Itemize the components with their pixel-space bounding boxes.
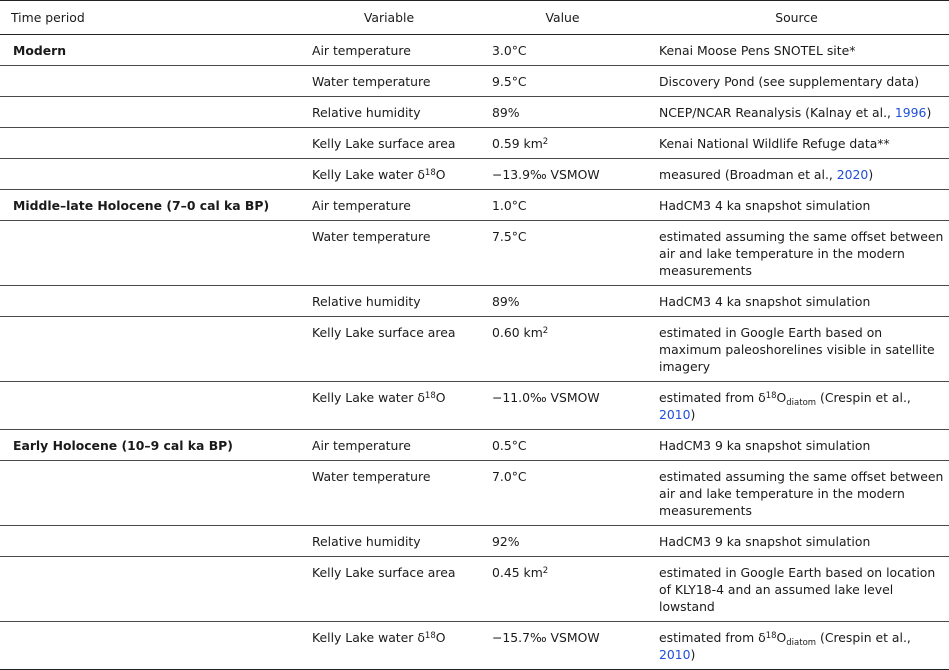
cell-period-empty [0, 382, 301, 430]
cell-period-empty [0, 557, 301, 622]
source-text: estimated from δ [659, 630, 766, 645]
cell-source [648, 622, 949, 670]
source-text: ) [868, 167, 874, 182]
cell-variable [301, 622, 481, 670]
header-time-period: Time period [0, 1, 301, 35]
period-middle-late-holocene: Middle–late Holocene (7–0 cal ka BP) [0, 190, 301, 221]
cell-variable: Air temperature [301, 190, 481, 221]
table-row [0, 622, 949, 670]
cell-value: 7.0°C [481, 461, 648, 526]
variable-superscript: 18 [424, 631, 436, 641]
cell-source [648, 382, 949, 430]
cell-source: estimated in Google Earth based on location of KLY18-4 and an assumed lake level lowstand [648, 557, 949, 622]
source-text: ) [690, 407, 696, 422]
source-text: (Crespin et al., [816, 630, 911, 645]
cell-source: Kenai National Wildlife Refuge data** [648, 128, 949, 159]
variable-text: Kelly Lake water δ [312, 167, 425, 182]
cell-variable: Water temperature [301, 221, 481, 286]
variable-text: O [435, 167, 446, 182]
cell-source: Discovery Pond (see supplementary data) [648, 66, 949, 97]
cell-period-empty [0, 128, 301, 159]
cell-value: −11.0‰ VSMOW [481, 382, 648, 430]
cell-value: 0.5°C [481, 430, 648, 461]
cell-period-empty [0, 286, 301, 317]
cell-variable: Kelly Lake surface area [301, 317, 481, 382]
cell-period-empty [0, 622, 301, 670]
value-text: 0.60 km [492, 325, 543, 340]
table-row [0, 66, 949, 97]
source-superscript: 18 [765, 631, 777, 641]
cell-variable: Air temperature [301, 430, 481, 461]
cell-value: −13.9‰ VSMOW [481, 159, 648, 190]
variable-text: O [435, 390, 446, 405]
table-row [0, 221, 949, 286]
cell-variable: Kelly Lake surface area [301, 557, 481, 622]
source-text: measured (Broadman et al., [659, 167, 837, 182]
source-text: NCEP/NCAR Reanalysis (Kalnay et al., [659, 105, 895, 120]
cell-variable: Relative humidity [301, 286, 481, 317]
cell-period-empty [0, 66, 301, 97]
header-row [0, 1, 949, 35]
table-row [0, 128, 949, 159]
cell-period-empty [0, 317, 301, 382]
table-row [0, 526, 949, 557]
variable-text: Kelly Lake water δ [312, 630, 425, 645]
cell-period-empty [0, 97, 301, 128]
table-row [0, 382, 949, 430]
cell-value: 92% [481, 526, 648, 557]
source-text: ) [690, 647, 696, 662]
variable-text: O [435, 630, 446, 645]
source-text: O [776, 390, 787, 405]
header-value: Value [481, 1, 648, 35]
source-subscript: diatom [786, 638, 817, 648]
cell-source: HadCM3 4 ka snapshot simulation [648, 286, 949, 317]
cell-value: −15.7‰ VSMOW [481, 622, 648, 670]
variable-superscript: 18 [424, 168, 436, 178]
cell-variable: Relative humidity [301, 526, 481, 557]
cell-variable: Relative humidity [301, 97, 481, 128]
table-row [0, 461, 949, 526]
table-row [0, 35, 949, 66]
table-row [0, 286, 949, 317]
cell-source [648, 97, 949, 128]
cell-source [648, 159, 949, 190]
cell-period-empty [0, 221, 301, 286]
variable-superscript: 18 [424, 391, 436, 401]
source-text: O [776, 630, 787, 645]
period-early-holocene: Early Holocene (10–9 cal ka BP) [0, 430, 301, 461]
table-row [0, 97, 949, 128]
cell-variable [301, 159, 481, 190]
cell-value: 7.5°C [481, 221, 648, 286]
citation-link[interactable]: 2020 [836, 167, 869, 182]
header-variable: Variable [301, 1, 481, 35]
table-row [0, 190, 949, 221]
cell-source: estimated assuming the same offset between air and lake temperature in the modern measurements [648, 461, 949, 526]
cell-variable: Air temperature [301, 35, 481, 66]
cell-value: 9.5°C [481, 66, 648, 97]
cell-value [481, 128, 648, 159]
value-superscript: 2 [542, 326, 549, 336]
period-modern: Modern [0, 35, 301, 66]
cell-source: HadCM3 4 ka snapshot simulation [648, 190, 949, 221]
citation-link[interactable]: 2010 [659, 407, 691, 422]
cell-value [481, 557, 648, 622]
cell-value: 89% [481, 97, 648, 128]
cell-period-empty [0, 461, 301, 526]
source-text: (Crespin et al., [816, 390, 911, 405]
cell-period-empty [0, 526, 301, 557]
value-superscript: 2 [542, 566, 549, 576]
citation-link[interactable]: 2010 [659, 647, 691, 662]
cell-value: 1.0°C [481, 190, 648, 221]
variable-text: Kelly Lake water δ [312, 390, 425, 405]
cell-value: 3.0°C [481, 35, 648, 66]
source-subscript: diatom [786, 398, 817, 408]
cell-value [481, 317, 648, 382]
cell-value: 89% [481, 286, 648, 317]
value-superscript: 2 [542, 137, 549, 147]
cell-source: estimated assuming the same offset between air and lake temperature in the modern measurements [648, 221, 949, 286]
cell-variable: Water temperature [301, 461, 481, 526]
source-text: ) [926, 105, 932, 120]
cell-variable [301, 382, 481, 430]
cell-variable: Kelly Lake surface area [301, 128, 481, 159]
header-source: Source [648, 1, 949, 35]
cell-source: HadCM3 9 ka snapshot simulation [648, 430, 949, 461]
citation-link[interactable]: 1996 [894, 105, 927, 120]
cell-source: HadCM3 9 ka snapshot simulation [648, 526, 949, 557]
value-text: 0.45 km [492, 565, 543, 580]
table-row [0, 557, 949, 622]
value-text: 0.59 km [492, 136, 543, 151]
cell-period-empty [0, 159, 301, 190]
cell-variable: Water temperature [301, 66, 481, 97]
cell-source: Kenai Moose Pens SNOTEL site* [648, 35, 949, 66]
table-row [0, 317, 949, 382]
source-superscript: 18 [765, 391, 777, 401]
cell-source: estimated in Google Earth based on maximum paleoshorelines visible in satellite imagery [648, 317, 949, 382]
source-text: estimated from δ [659, 390, 766, 405]
table-row [0, 430, 949, 461]
table-row [0, 159, 949, 190]
